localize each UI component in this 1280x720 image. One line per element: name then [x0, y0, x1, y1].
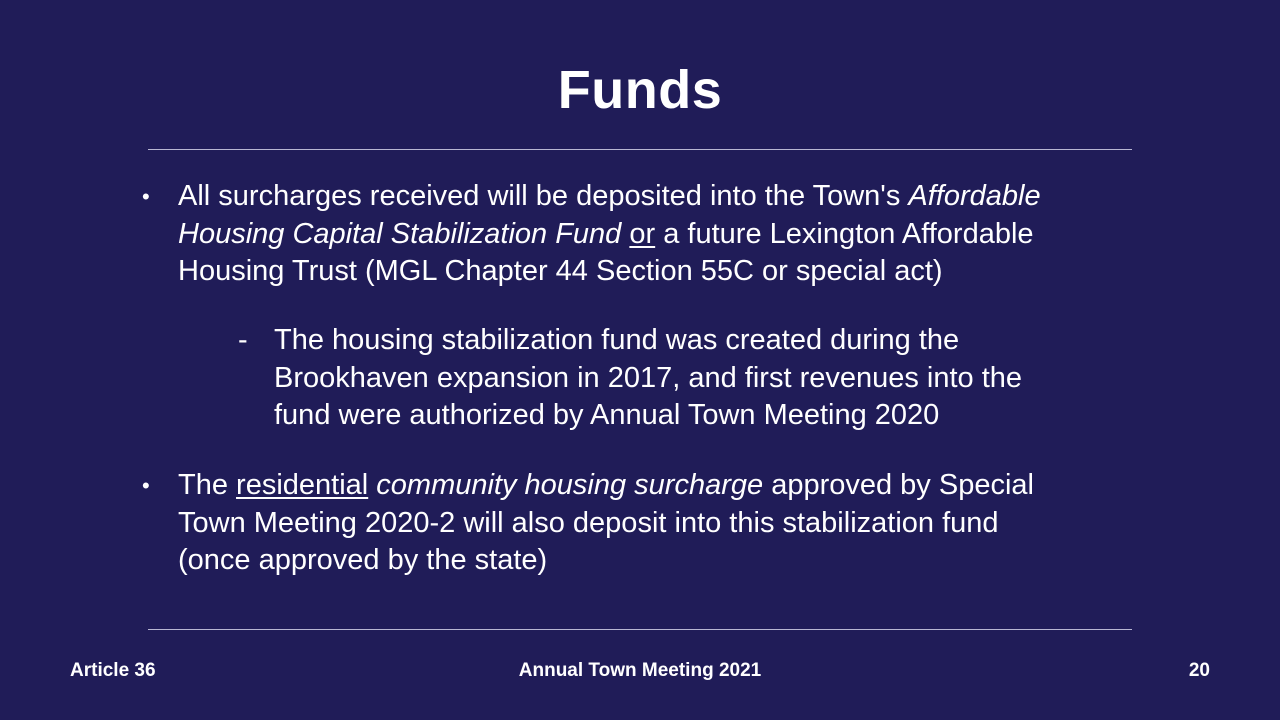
text-run: approved by Special — [763, 469, 1034, 501]
slide-title: Funds — [557, 60, 723, 120]
top-divider — [148, 149, 1132, 150]
bullet-line — [178, 467, 1158, 505]
footer-article: Article 36 — [70, 660, 156, 681]
text-run: a future Lexington Affordable — [655, 217, 1034, 250]
sub-bullet-line: fund were authorized by Annual Town Meeting 2020 — [274, 399, 940, 431]
italic-text: community housing surcharge — [376, 469, 764, 501]
underlined-text: or — [629, 217, 656, 250]
bullet-line: (once approved by the state) — [178, 544, 548, 576]
text-run: All surcharges received will be deposited into the Town's — [178, 180, 909, 212]
underlined-text: residential — [236, 469, 369, 501]
bullet-line — [178, 216, 1158, 254]
bullet-line: Housing Trust (MGL Chapter 44 Section 55C or special act) — [178, 255, 943, 287]
bullet-line — [178, 178, 1158, 216]
bottom-divider — [148, 629, 1132, 630]
sub-bullet-item-stabilization-fund — [238, 322, 1154, 435]
text-run: The — [178, 469, 237, 501]
sub-bullet-marker: - — [238, 324, 248, 356]
sub-bullet-line: The housing stabilization fund was created during the — [274, 324, 960, 356]
bullet-line: Town Meeting 2020-2 will also deposit into this stabilization fund — [178, 506, 999, 539]
bullet-item-residential-surcharge — [142, 467, 1158, 580]
bullet-item-surcharges — [142, 178, 1158, 291]
footer-meeting: Annual Town Meeting 2021 — [518, 660, 762, 681]
sub-bullet-line: Brookhaven expansion in 2017, and first revenues into the — [274, 361, 1023, 394]
bullet-marker: • — [142, 473, 150, 498]
footer-page-number: 20 — [1188, 660, 1210, 681]
italic-text: Housing Capital Stabilization Fund — [178, 217, 622, 250]
italic-text: Affordable — [908, 180, 1041, 212]
bullet-marker: • — [142, 184, 150, 209]
